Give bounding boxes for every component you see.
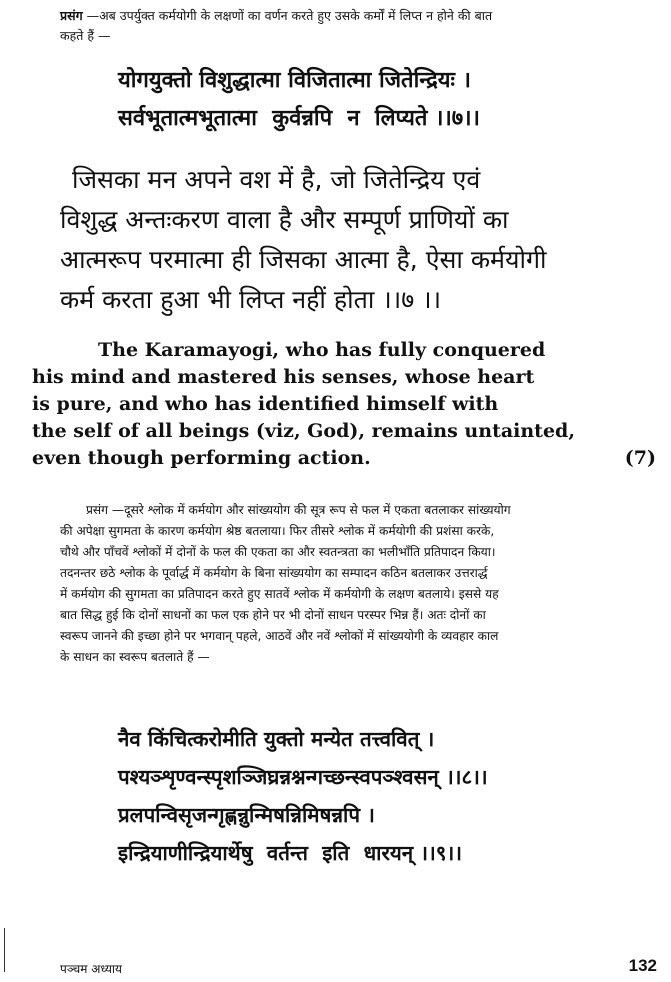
hindi-line-4: कर्म करता हुआ भी लिप्त नहीं होता ।।७ ।। <box>60 285 442 314</box>
english-line-4: the self of all beings (viz, God), remains untainted, <box>32 420 575 442</box>
context-line-6: बात सिद्ध हुई कि दोनों साधनों का फल एक होने पर भी दोनों साधन परस्पर भिन्न हैं। अतः दोनों का <box>60 608 486 622</box>
page-number: 132 <box>628 956 657 975</box>
verse-7-line-1: योगयुक्तो विशुद्धात्मा विजितात्मा जितेन्द्रियः । <box>118 68 471 93</box>
verse-8-line-2: पश्यञ्शृण्वन्स्पृशञ्जिघ्रन्नश्नन्गच्छन्स्वपञ्श्वसन् ।।८।। <box>118 765 488 789</box>
intro-label: प्रसंग <box>60 8 83 23</box>
hindi-line-2: विशुद्ध अन्तःकरण वाला है और सम्पूर्ण प्राणियों का <box>60 205 509 234</box>
verse-9-line-1: प्रलपन्विसृजन्गृह्णन्नुन्मिषन्निमिषन्नपि । <box>118 803 375 827</box>
page-edge-mark <box>4 928 5 972</box>
verse-8-line-1: नैव किंचित्करोमीति युक्तो मन्येत तत्त्ववित् । <box>118 727 435 751</box>
hindi-line-3: आत्मरूप परमात्मा ही जिसका आत्मा है, ऐसा कर्मयोगी <box>60 245 547 274</box>
context-line-1: प्रसंग —दूसरे श्लोक में कर्मयोग और सांख्ययोग की सूत्र रूप से फल में एकता बतलाकर सांख्ययोग <box>86 503 511 517</box>
english-translation <box>32 337 656 472</box>
english-last-line <box>32 445 656 472</box>
hindi-translation <box>60 160 660 320</box>
context-line-4: तदनन्तर छठे श्लोक के पूर्वार्द्ध में कर्मयोग के बिना सांख्ययोग का सम्पादन कठिन बतलाकर उत्तरार्द्ध <box>60 566 488 580</box>
english-line-1: The Karamayogi, who has fully conquered <box>98 339 546 361</box>
context-line-7: स्वरूप जानने की इच्छा होने पर भगवान् पहले, आठवें और नवें श्लोकों में सांख्ययोगी के व्यवहार काल <box>60 629 499 643</box>
context-paragraph <box>60 500 656 668</box>
context-line-3: चौथे और पाँचवें श्लोकों में दोनों के फल की एकता का और स्वतन्त्रता का भलीभाँति प्रतिपादन किया। <box>60 545 496 559</box>
intro-text-line-2: कहते हैं — <box>60 28 111 43</box>
intro-context <box>60 6 652 46</box>
context-line-8: के साधन का स्वरूप बतलाते हैं — <box>60 650 210 664</box>
english-line-5: even though performing action. <box>32 447 371 469</box>
sanskrit-verse-7 <box>118 62 658 138</box>
chapter-footer: पञ्चम अध्याय <box>60 962 122 976</box>
hindi-line-1: जिसका मन अपने वश में है, जो जितेन्द्रिय एवं <box>72 165 481 194</box>
context-line-2: की अपेक्षा सुगमता के कारण कर्मयोग श्रेष्ठ बतलाया। फिर तीसरे श्लोक में कर्मयोगी की प्रशंसा करके, <box>60 524 495 538</box>
context-line-5: में कर्मयोग की सुगमता का प्रतिपादन करते हुए सातवें श्लोक में कर्मयोगी के लक्षण बतलाये। इससे यह <box>60 587 499 601</box>
intro-text-line-1: —अब उपर्युक्त कर्मयोगी के लक्षणों का वर्णन करते हुए उसके कर्मों में लिप्त न होने की बात <box>86 8 493 23</box>
sanskrit-verse-8-9 <box>118 720 658 872</box>
english-line-3: is pure, and who has identified himself with <box>32 393 499 415</box>
verse-number: (7) <box>624 447 656 469</box>
verse-7-line-2: सर्वभूतात्मभूतात्मा कुर्वन्नपि न लिप्यते ।।७।। <box>118 106 480 131</box>
english-line-2: his mind and mastered his senses, whose heart <box>32 366 535 388</box>
verse-9-line-2: इन्द्रियाणीन्द्रियार्थेषु वर्तन्त इति धारयन् ।।९।। <box>118 841 463 865</box>
